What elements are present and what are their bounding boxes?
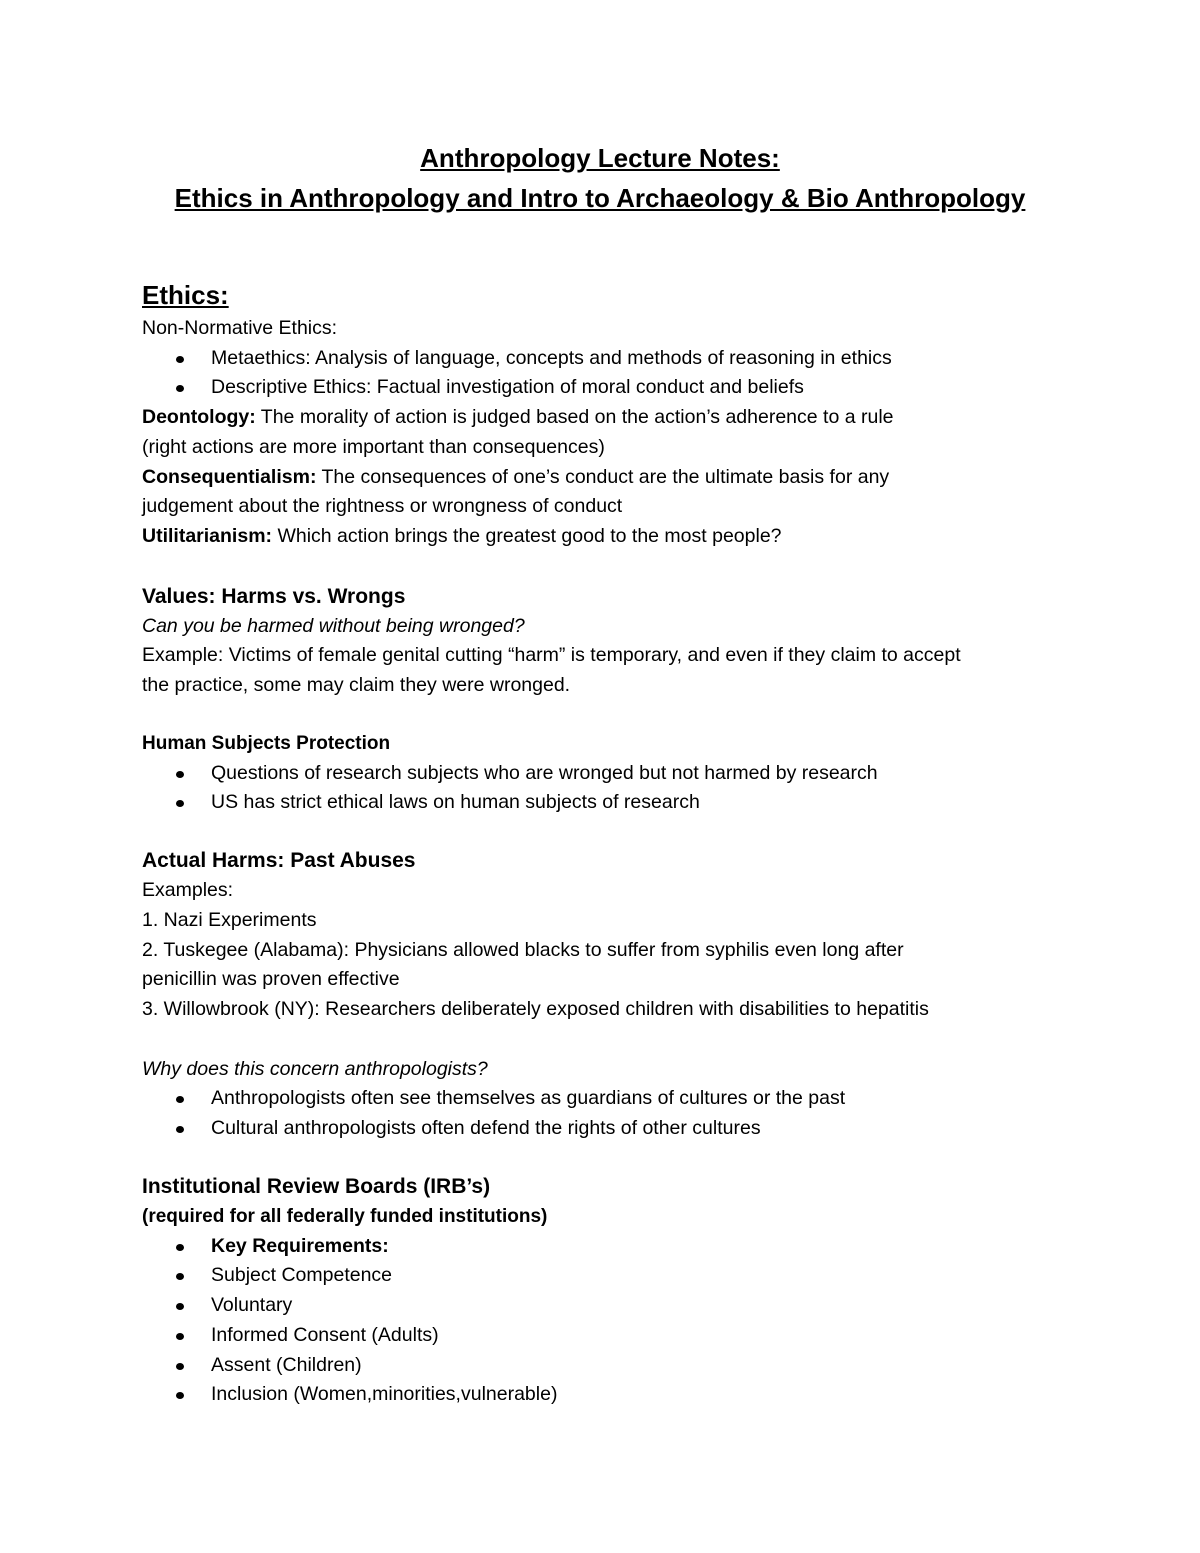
example-item-1: 1. Nazi Experiments bbox=[142, 908, 317, 931]
consequentialism-definition bbox=[142, 463, 1102, 493]
title-line-1: Anthropology Lecture Notes: bbox=[420, 143, 780, 173]
values-example-line-2: the practice, some may claim they were wronged. bbox=[142, 674, 571, 697]
deontology-term: Deontology: bbox=[142, 406, 256, 429]
deontology-continuation: (right actions are more important than consequences) bbox=[142, 435, 605, 458]
irb-requirements-list bbox=[142, 1232, 1102, 1410]
list-item: Voluntary bbox=[142, 1291, 1102, 1321]
ethics-heading: Ethics: bbox=[142, 280, 229, 310]
values-heading: Values: Harms vs. Wrongs bbox=[142, 584, 406, 608]
list-item: Inclusion (Women,minorities,vulnerable) bbox=[142, 1380, 1102, 1410]
example-item-3: 3. Willowbrook (NY): Researchers deliberately exposed children with disabilities to hepatitis bbox=[142, 997, 929, 1020]
utilitarianism-term: Utilitarianism: bbox=[142, 524, 273, 547]
concern-question: Why does this concern anthropologists? bbox=[142, 1057, 488, 1080]
deontology-definition bbox=[142, 403, 1102, 433]
values-example-line-1: Example: Victims of female genital cutting “harm” is temporary, and even if they claim to accept bbox=[142, 644, 961, 667]
list-item: Assent (Children) bbox=[142, 1351, 1102, 1381]
list-item: Questions of research subjects who are wronged but not harmed by research bbox=[142, 759, 1102, 789]
list-item: US has strict ethical laws on human subjects of research bbox=[142, 788, 1102, 818]
list-item bbox=[142, 1232, 1102, 1262]
example-item-2-continuation: penicillin was proven effective bbox=[142, 968, 400, 991]
human-subjects-list bbox=[142, 759, 1102, 818]
values-question: Can you be harmed without being wronged? bbox=[142, 614, 525, 637]
title-line-2: Ethics in Anthropology and Intro to Archaeology & Bio Anthropology bbox=[174, 183, 1026, 213]
list-item: Subject Competence bbox=[142, 1261, 1102, 1291]
list-item: Cultural anthropologists often defend the rights of other cultures bbox=[142, 1114, 1102, 1144]
consequentialism-text: The consequences of one’s conduct are the ultimate basis for any bbox=[316, 465, 890, 488]
irb-subheading: (required for all federally funded institutions) bbox=[142, 1205, 548, 1227]
non-normative-label: Non-Normative Ethics: bbox=[142, 317, 338, 339]
notes-body bbox=[142, 276, 1102, 1410]
key-requirements-label: Key Requirements: bbox=[211, 1234, 389, 1257]
example-item-2: 2. Tuskegee (Alabama): Physicians allowed blacks to suffer from syphilis even long after bbox=[142, 938, 904, 961]
list-item: Informed Consent (Adults) bbox=[142, 1321, 1102, 1351]
irb-heading: Institutional Review Boards (IRB’s) bbox=[142, 1174, 491, 1198]
concern-list bbox=[142, 1084, 1102, 1143]
examples-label: Examples: bbox=[142, 879, 234, 902]
consequentialism-continuation: judgement about the rightness or wrongness of conduct bbox=[142, 495, 623, 518]
list-item: Descriptive Ethics: Factual investigation of moral conduct and beliefs bbox=[142, 373, 1102, 403]
human-subjects-heading: Human Subjects Protection bbox=[142, 732, 391, 754]
list-item: Anthropologists often see themselves as guardians of cultures or the past bbox=[142, 1084, 1102, 1114]
non-normative-list bbox=[142, 344, 1102, 403]
past-abuses-heading: Actual Harms: Past Abuses bbox=[142, 849, 416, 873]
consequentialism-term: Consequentialism: bbox=[142, 465, 317, 488]
utilitarianism-text: Which action brings the greatest good to the most people? bbox=[272, 524, 782, 547]
deontology-text: The morality of action is judged based on the action’s adherence to a rule bbox=[255, 406, 894, 429]
list-item: Metaethics: Analysis of language, concepts and methods of reasoning in ethics bbox=[142, 344, 1102, 374]
utilitarianism-definition bbox=[142, 522, 1102, 552]
